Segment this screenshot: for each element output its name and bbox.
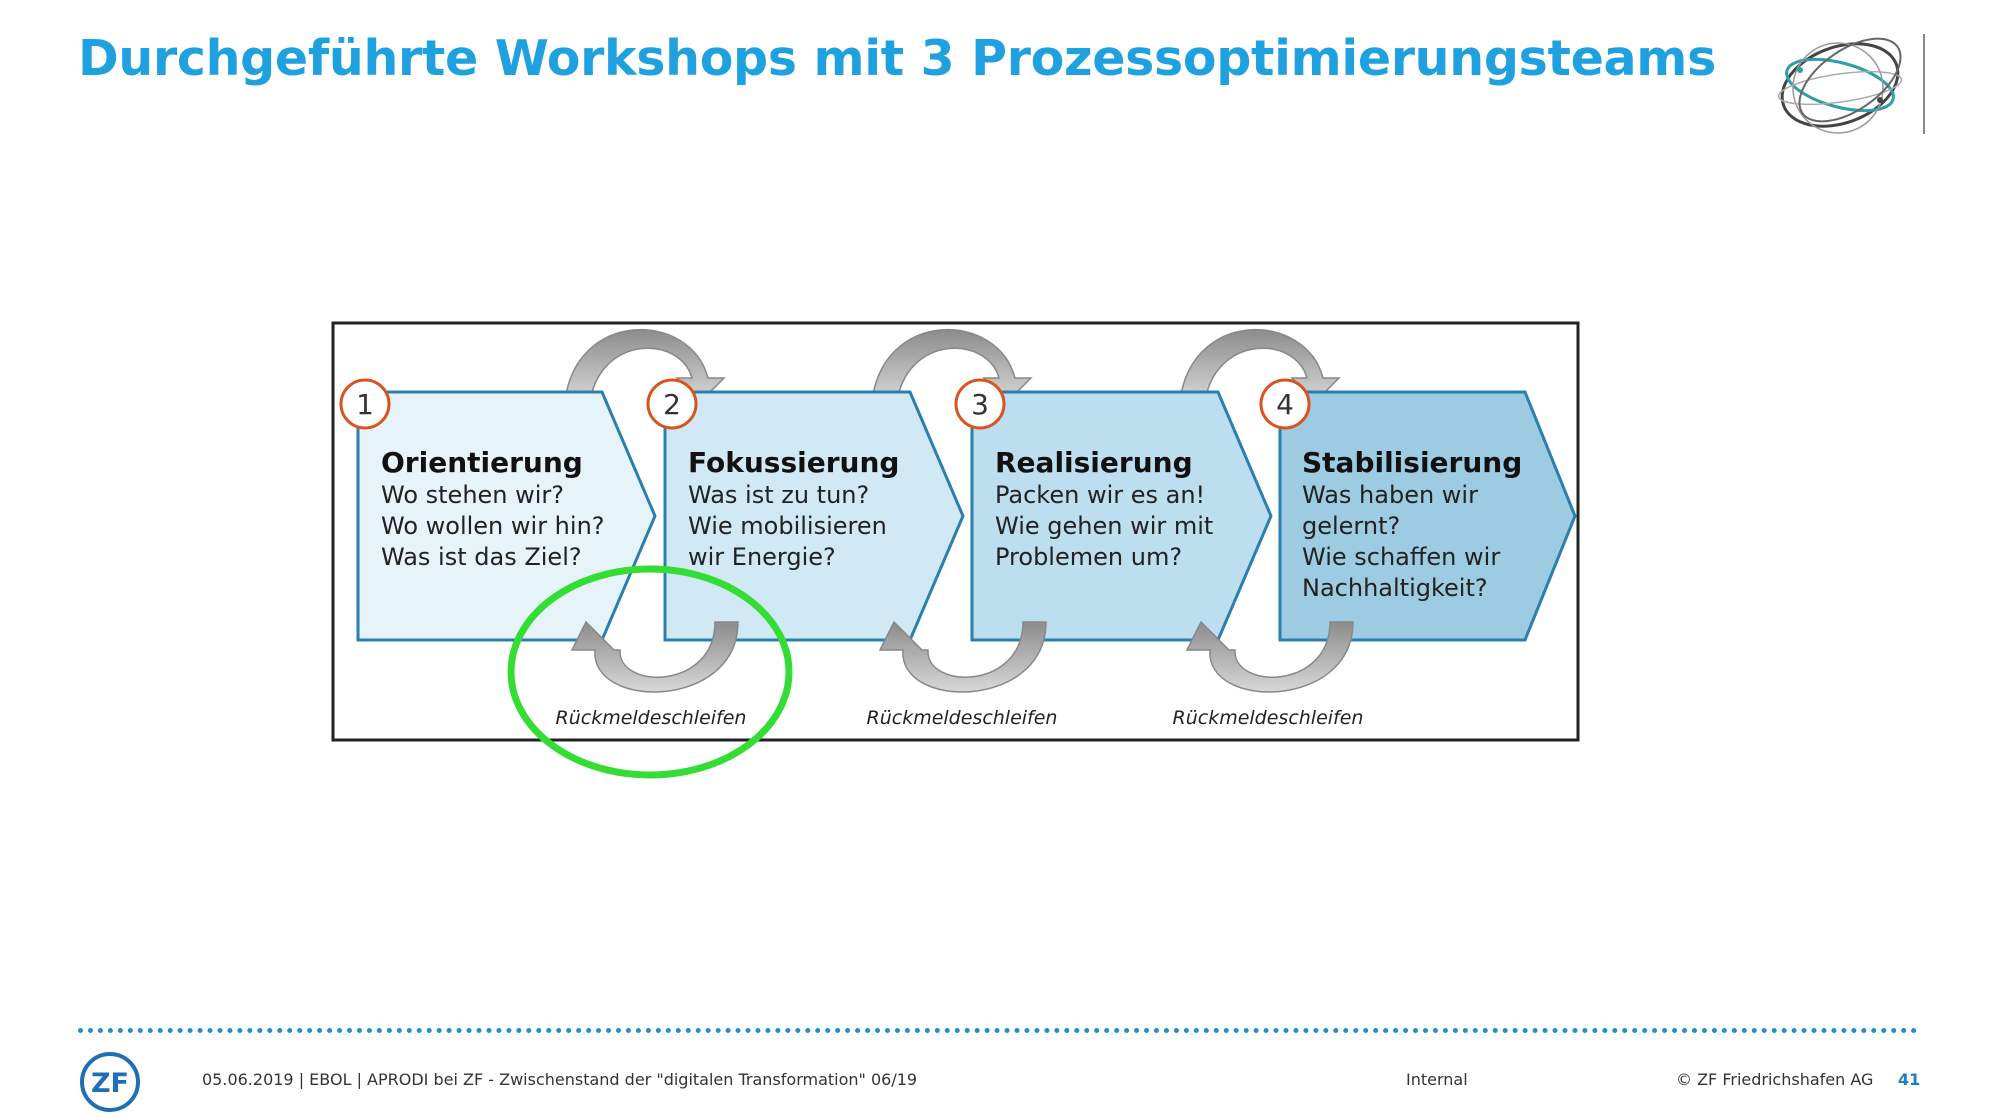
footer-copyright: © ZF Friedrichshafen AG xyxy=(1676,1070,1874,1089)
step-number-4: 4 xyxy=(1276,388,1294,421)
footer-date-info: 05.06.2019 | EBOL | APRODI bei ZF - Zwischenstand der "digitalen Transformation" 06/19 xyxy=(202,1070,918,1089)
step-line-3-1: Packen wir es an! xyxy=(995,481,1206,509)
slide-title: Durchgeführte Workshops mit 3 Prozessoptimierungsteams xyxy=(78,30,1716,87)
step-line-4-3: Wie schaffen wir xyxy=(1302,543,1501,571)
step-line-4-1: Was haben wir xyxy=(1302,481,1478,509)
footer-divider xyxy=(78,1028,1918,1033)
page-number: 41 xyxy=(1898,1070,1921,1089)
zf-logo-text: ZF xyxy=(90,1068,130,1099)
step-title-2: Fokussierung xyxy=(688,446,900,479)
zf-logo xyxy=(78,1050,142,1114)
step-line-1-1: Wo stehen wir? xyxy=(381,481,565,509)
step-number-1: 1 xyxy=(356,388,374,421)
step-line-2-1: Was ist zu tun? xyxy=(688,481,870,509)
step-line-2-3: wir Energie? xyxy=(688,543,836,571)
feedback-loop-label-2: Rückmeldeschleifen xyxy=(866,707,1058,729)
step-line-1-2: Wo wollen wir hin? xyxy=(381,512,605,540)
step-line-3-2: Wie gehen wir mit xyxy=(995,512,1214,540)
step-line-3-3: Problemen um? xyxy=(995,543,1183,571)
step-number-badge-2 xyxy=(648,380,696,428)
step-line-4-2: gelernt? xyxy=(1302,512,1401,540)
step-number-badge-1 xyxy=(341,380,389,428)
step-title-4: Stabilisierung xyxy=(1302,446,1523,479)
step-number-badge-3 xyxy=(956,380,1004,428)
step-line-2-2: Wie mobilisieren xyxy=(688,512,887,540)
feedback-loop-label-3: Rückmeldeschleifen xyxy=(1172,707,1364,729)
step-number-2: 2 xyxy=(663,388,681,421)
step-line-1-3: Was ist das Ziel? xyxy=(381,543,582,571)
step-number-3: 3 xyxy=(971,388,989,421)
step-title-1: Orientierung xyxy=(381,446,583,479)
step-line-4-4: Nachhaltigkeit? xyxy=(1302,574,1488,602)
step-title-3: Realisierung xyxy=(995,446,1193,479)
footer-classification: Internal xyxy=(1406,1070,1468,1089)
step-number-badge-4 xyxy=(1261,380,1309,428)
feedback-loop-label-1: Rückmeldeschleifen xyxy=(555,707,747,729)
